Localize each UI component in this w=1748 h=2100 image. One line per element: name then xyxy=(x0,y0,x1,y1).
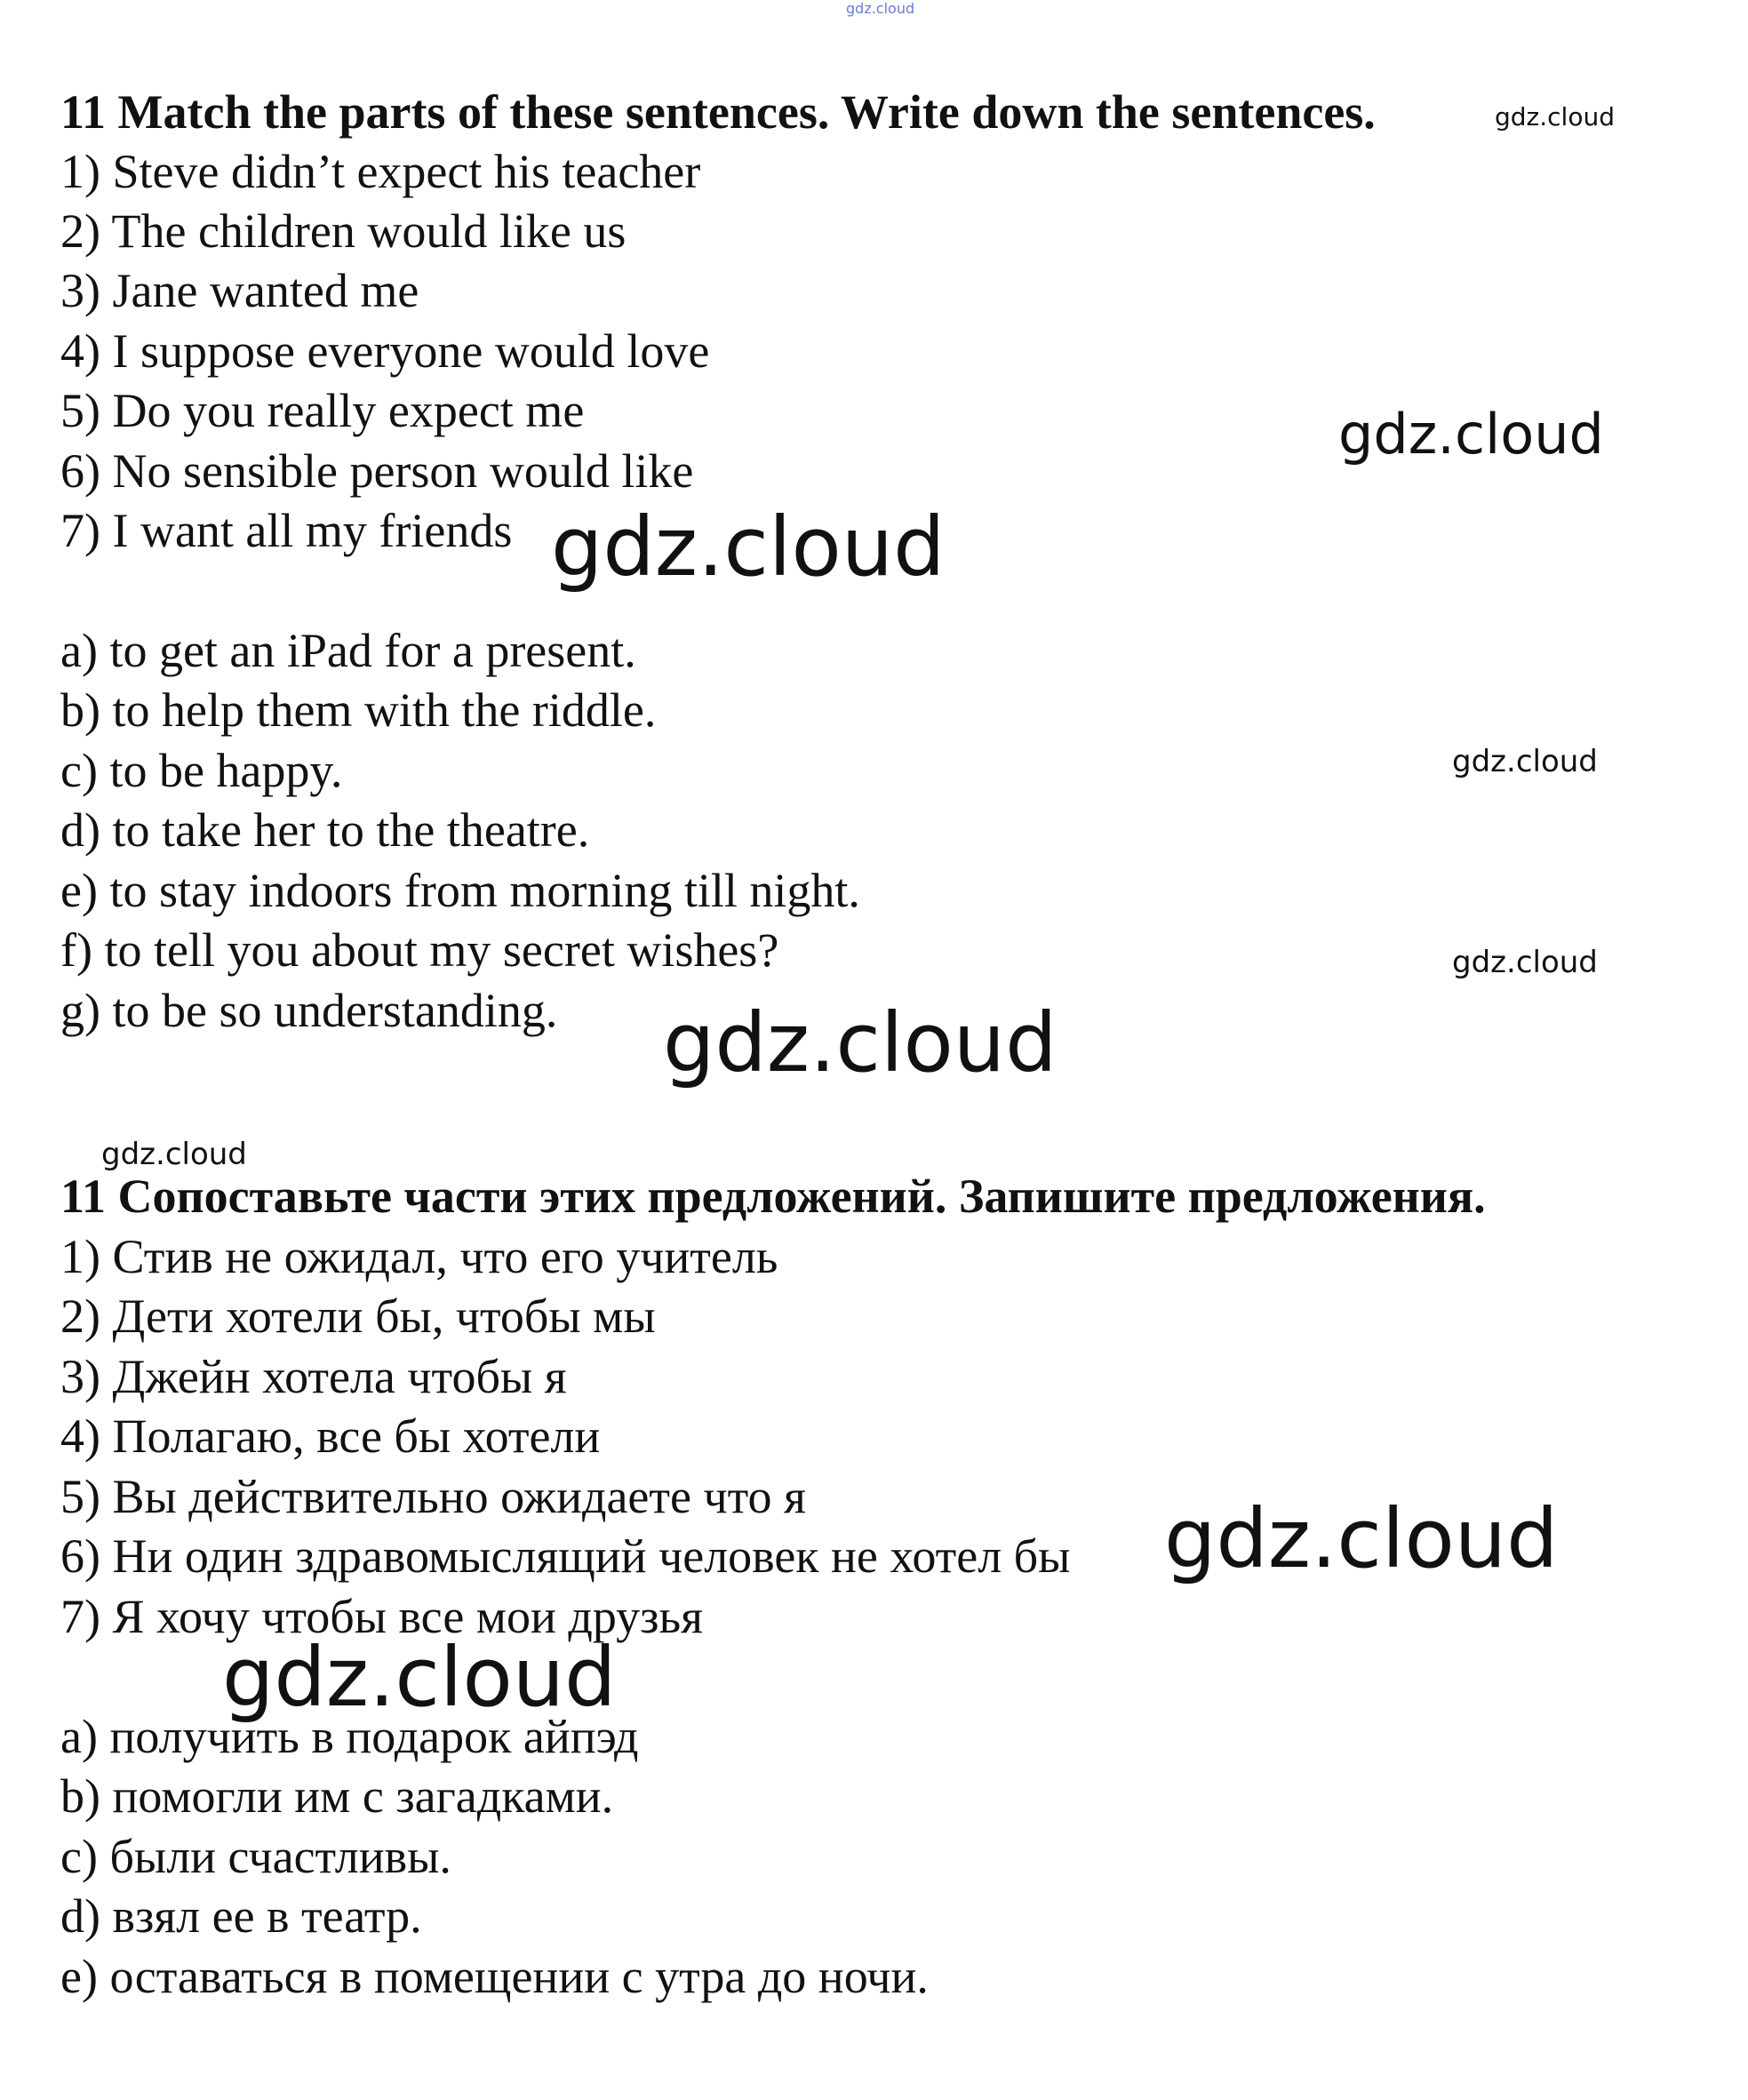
russian-beginning-2: 2) Дети хотели бы, чтобы мы xyxy=(60,1290,656,1343)
russian-ending-b: b) помогли им с загадками. xyxy=(60,1769,614,1823)
russian-ending-e: e) оставаться в помещении с утра до ночи. xyxy=(60,1950,929,2003)
watermark-right-1: gdz.cloud xyxy=(1338,402,1604,467)
russian-beginning-4: 4) Полагаю, все бы хотели xyxy=(60,1409,601,1463)
watermark-left-1: gdz.cloud xyxy=(101,1137,247,1172)
english-beginning-2: 2) The children would like us xyxy=(60,204,627,258)
watermark-right-4: gdz.cloud xyxy=(1164,1491,1559,1586)
english-beginning-6: 6) No sensible person would like xyxy=(60,444,694,498)
russian-beginning-5: 5) Вы действительно ожидаете что я xyxy=(60,1470,806,1523)
english-ending-e: e) to stay indoors from morning till night. xyxy=(60,864,860,917)
russian-heading: 11 Сопоставьте части этих предложений. Запишите предложения. xyxy=(60,1170,1486,1223)
english-ending-f: f) to tell you about my secret wishes? xyxy=(60,923,779,977)
english-heading: 11 Match the parts of these sentences. Write down the sentences. xyxy=(60,85,1376,139)
english-beginning-5: 5) Do you really expect me xyxy=(60,384,585,437)
russian-ending-a: a) получить в подарок айпэд xyxy=(60,1710,639,1763)
english-beginning-4: 4) I suppose everyone would love xyxy=(60,324,710,378)
english-ending-d: d) to take her to the theatre. xyxy=(60,803,590,857)
russian-ending-d: d) взял ее в театр. xyxy=(60,1889,422,1943)
english-beginning-3: 3) Jane wanted me xyxy=(60,264,419,317)
watermark-center-1: gdz.cloud xyxy=(551,499,946,595)
watermark-right-3: gdz.cloud xyxy=(1452,945,1598,980)
english-ending-c: c) to be happy. xyxy=(60,744,343,797)
watermark-right-2: gdz.cloud xyxy=(1452,744,1598,779)
watermark-center-2: gdz.cloud xyxy=(663,995,1058,1090)
russian-beginning-3: 3) Джейн хотела чтобы я xyxy=(60,1350,567,1403)
watermark-heading: gdz.cloud xyxy=(1495,102,1615,132)
english-ending-b: b) to help them with the riddle. xyxy=(60,683,657,737)
watermark-top: gdz.cloud xyxy=(846,0,915,17)
russian-beginning-7: 7) Я хочу чтобы все мои друзья xyxy=(60,1590,703,1643)
english-beginning-1: 1) Steve didn’t expect his teacher xyxy=(60,145,701,198)
english-ending-a: a) to get an iPad for a present. xyxy=(60,624,636,677)
russian-beginning-6: 6) Ни один здравомыслящий человек не хотел бы xyxy=(60,1529,1071,1583)
english-ending-g: g) to be so understanding. xyxy=(60,984,558,1037)
russian-beginning-1: 1) Стив не ожидал, что его учитель xyxy=(60,1230,778,1283)
russian-ending-c: c) были счастливы. xyxy=(60,1830,451,1883)
english-beginning-7: 7) I want all my friends xyxy=(60,504,513,557)
watermark-left-2: gdz.cloud xyxy=(222,1630,617,1725)
